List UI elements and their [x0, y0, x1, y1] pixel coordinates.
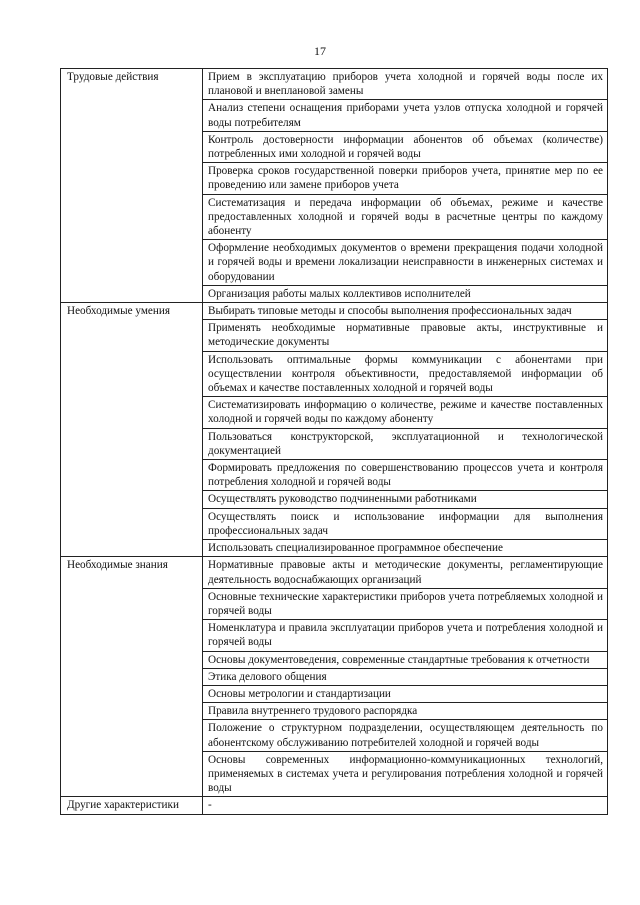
section-label: Другие характеристики	[61, 797, 203, 814]
section-item: Систематизация и передача информации об объемах, режиме и качестве предоставленных холодной и горячей воды в расчетные центры по каждому абоненту	[203, 194, 608, 240]
requirements-table	[60, 68, 608, 815]
page-number: 17	[314, 44, 326, 58]
section-item: Осуществлять руководство подчиненными работниками	[203, 491, 608, 508]
table-row	[61, 303, 608, 320]
section-item: Этика делового общения	[203, 668, 608, 685]
section-item: Формировать предложения по совершенствованию процессов учета и контроля потребления холодной и горячей воды	[203, 460, 608, 491]
section-item: Нормативные правовые акты и методические документы, регламентирующие деятельность водоснабжающих организаций	[203, 557, 608, 588]
section-item: Проверка сроков государственной поверки приборов учета, принятие мер по ее проведению или замене приборов учета	[203, 163, 608, 194]
section-item: Основы метрологии и стандартизации	[203, 685, 608, 702]
section-item: Основы современных информационно-коммуникационных технологий, применяемых в системах учета и регулирования потребления холодной и горячей воды	[203, 751, 608, 797]
section-item: Прием в эксплуатацию приборов учета холодной и горячей воды после их плановой и внеплановой замены	[203, 69, 608, 100]
section-item: Контроль достоверности информации абонентов об объемах (количестве) потребленных ими холодной и горячей воды	[203, 131, 608, 162]
section-item: Анализ степени оснащения приборами учета узлов отпуска холодной и горячей воды потребителям	[203, 100, 608, 131]
section-item: Систематизировать информацию о количестве, режиме и качестве поставленных холодной и горячей воды по каждому абоненту	[203, 397, 608, 428]
section-item: Выбирать типовые методы и способы выполнения профессиональных задач	[203, 303, 608, 320]
section-label: Необходимые знания	[61, 557, 203, 797]
section-item: Оформление необходимых документов о времени прекращения подачи холодной и горячей воды и времени локализации неисправности в инженерных системах и оборудовании	[203, 240, 608, 286]
section-item: Организация работы малых коллективов исполнителей	[203, 285, 608, 302]
section-item: Основы документоведения, современные стандартные требования к отчетности	[203, 651, 608, 668]
section-item: Использовать специализированное программное обеспечение	[203, 540, 608, 557]
table-row	[61, 69, 608, 100]
section-item: Осуществлять поиск и использование информации для выполнения профессиональных задач	[203, 508, 608, 539]
section-item: -	[203, 797, 608, 814]
section-item: Применять необходимые нормативные правовые акты, инструктивные и методические документы	[203, 320, 608, 351]
section-item: Номенклатура и правила эксплуатации приборов учета и потребления холодной и горячей воды	[203, 620, 608, 651]
section-label: Трудовые действия	[61, 69, 203, 303]
table-row	[61, 557, 608, 588]
section-item: Основные технические характеристики приборов учета потребляемых холодной и горячей воды	[203, 588, 608, 619]
section-item: Использовать оптимальные формы коммуникации с абонентами при осуществлении контроля объективности, предоставляемой информации об объемах и качестве поставленных холодной и горячей воды	[203, 351, 608, 397]
section-item: Правила внутреннего трудового распорядка	[203, 703, 608, 720]
table-row	[61, 797, 608, 814]
section-item: Положение о структурном подразделении, осуществляющем деятельность по абонентскому обслуживанию потребителей холодной и горячей воды	[203, 720, 608, 751]
section-item: Пользоваться конструкторской, эксплуатационной и технологической документацией	[203, 428, 608, 459]
section-label: Необходимые умения	[61, 303, 203, 557]
